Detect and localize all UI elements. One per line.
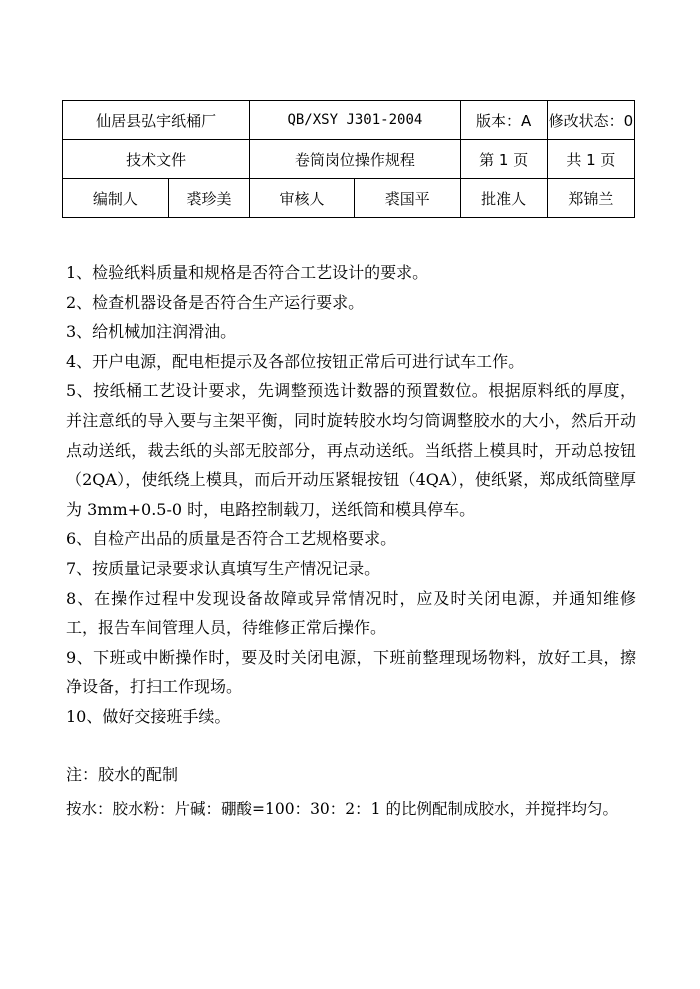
procedure-item: 10、做好交接班手续。 [66,706,231,726]
document-title: 卷筒岗位操作规程 [250,140,460,179]
reviewer-name: 裘国平 [354,179,460,218]
approver-label: 批准人 [460,179,547,218]
version-label: 版本：A [460,101,547,140]
procedure-item: 4、开户电源，配电柜提示及各部位按钮正常后可进行试车工作。 [66,351,525,371]
procedure-list [66,258,636,732]
procedure-item: 6、自检产出品的质量是否符合工艺规格要求。 [66,529,397,549]
document-code: QB/XSY J301-2004 [250,101,460,140]
procedure-item: 5、按纸桶工艺设计要求，先调整预选计数器的预置数位。根据原料纸的厚度，并注意纸的导入要与主架平衡，同时旋转胶水均匀筒调整胶水的大小，然后开动点动送纸，裁去纸的头部无胶部分，再点动送纸。当纸搭上模具时，开动总按钮（2QA），使纸绕上模具，而后开动压紧辊按钮（4QA），使纸紧，郑成纸筒壁厚为 3mm+0.5-0 时，电路控制载刀，送纸筒和模具停车。 [66,381,636,519]
procedure-item: 1、检验纸料质量和规格是否符合工艺设计的要求。 [66,263,429,282]
compiler-name: 裘珍美 [168,179,249,218]
header-row-1 [63,101,635,140]
revision-status: 修改状态：0 [547,101,634,140]
note-title: 注：胶水的配制 [66,765,179,784]
procedure-item: 8、在操作过程中发现设备故障或异常情况时，应及时关闭电源，并通知维修工，报告车间管理人员，待维修正常后操作。 [66,588,636,638]
procedure-item: 3、给机械加注润滑油。 [66,322,237,342]
procedure-item: 9、下班或中断操作时，要及时关闭电源，下班前整理现场物料，放好工具，擦净设备，打扫工作现场。 [66,647,636,697]
total-pages: 共 1 页 [547,140,634,179]
page-number: 第 1 页 [460,140,547,179]
document-type: 技术文件 [63,140,250,179]
compiler-label: 编制人 [63,179,169,218]
header-row-3 [63,179,635,218]
procedure-item: 2、检查机器设备是否符合生产运行要求。 [66,292,365,312]
company-name: 仙居县弘宇纸桶厂 [63,101,250,140]
approver-name: 郑锦兰 [547,179,634,218]
reviewer-label: 审核人 [250,179,355,218]
procedure-item: 7、按质量记录要求认真填写生产情况记录。 [66,558,381,578]
note-text: 按水：胶水粉：片碱：硼酸=100：30：2：1 的比例配制成胶水，并搅拌均匀。 [66,800,618,818]
header-row-2 [63,140,635,179]
document-header-table [62,100,635,218]
